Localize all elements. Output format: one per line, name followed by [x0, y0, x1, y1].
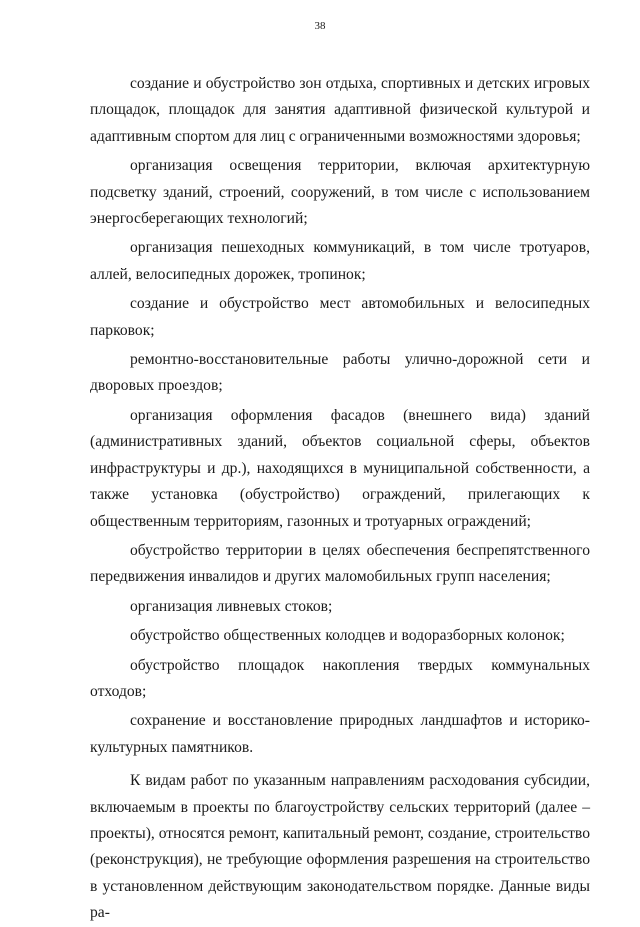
list-item: обустройство территории в целях обеспечения беспрепятственного передвижения инвалидов и других маломобильных групп населения; — [90, 541, 590, 586]
list-item: ремонтно-восстановительные работы улично-дорожной сети и дворовых проездов; — [90, 351, 590, 395]
list-item: сохранение и восстановление природных ландшафтов и историко-культурных памятников. — [90, 712, 590, 756]
list-item: организация пешеходных коммуникаций, в том числе тротуаров, аллей, велосипедных дорожек, тропинок; — [90, 239, 590, 283]
list-item: организация оформления фасадов (внешнего вида) зданий (административных зданий, объектов социальной сферы, объектов инфраструктуры и др.), находящихся в муниципальной собственности, а также установка (обустройство) ограждений, прилегающих к общественным территориям, газонных и тротуарных ограждений; — [90, 406, 590, 530]
list-item: обустройство площадок накопления твердых коммунальных отходов; — [90, 656, 590, 700]
closing-paragraph: К видам работ по указанным направлениям расходования субсидии, включаемым в проекты по благоустройству сельских территорий (далее – проекты), относятся ремонт, капитальный ремонт, создание, строительство (реконструкция), не требующие оформления разрешения на строительство в установленном действующим законодательством порядке. Данные виды ра- — [90, 772, 590, 922]
list-item: организация освещения территории, включая архитектурную подсветку зданий, строений, сооружений, в том числе с использованием энергосберегающих технологий; — [90, 157, 590, 228]
document-body — [90, 71, 590, 927]
page-number: 38 — [314, 20, 326, 32]
list-item: обустройство общественных колодцев и водоразборных колонок; — [130, 627, 565, 645]
list-item: организация ливневых стоков; — [130, 597, 333, 615]
list-item: создание и обустройство мест автомобильных и велосипедных парковок; — [90, 295, 590, 339]
list-item: создание и обустройство зон отдыха, спортивных и детских игровых площадок, площадок для занятия адаптивной физической культурой и адаптивным спортом для лиц с ограниченными возможностями здоровья; — [90, 75, 590, 145]
